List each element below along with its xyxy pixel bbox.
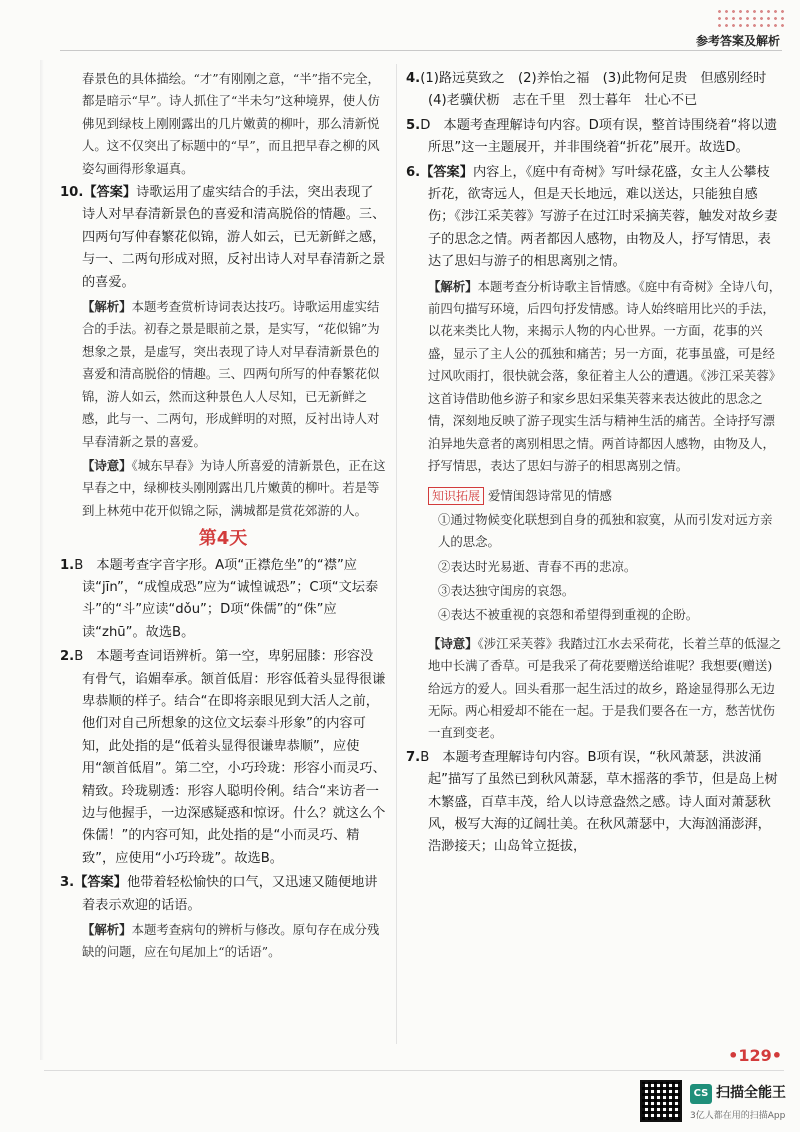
question-number: 4. <box>406 71 421 86</box>
question-text: B 本题考查理解诗句内容。B项有误，“秋风萧瑟，洪波涌起”描写了虽然已到秋风萧瑟，草木摇落的季节，但是岛上树木繁盛，百草丰茂，给人以诗意盎然之感。诗人面对萧瑟秋风，极写大海的辽阔壮美。在秋风萧瑟中，大海汹涌澎湃，浩渺接天；山岛耸立挺拔， <box>420 749 778 855</box>
question-number: 1. <box>60 557 75 573</box>
question-3-analysis <box>60 919 386 964</box>
analysis-text: 本题考查分析诗歌主旨情感。《庭中有奇树》全诗八句，前四句描写环境，后四句抒发情感。诗人始终暗用比兴的手法，以花来类比人物，来揭示人物的内心世界。一方面，花事的兴盛，显示了主人公的孤独和痛苦；另一方面，花事虽盛，可是经过风吹雨打，很快就会落，象征着主人公的遭遇。《涉江采芙蓉》这首诗借助他乡游子和家乡思妇采集芙蓉来表达彼此的思念之情，深刻地反映了游子现实生活与精神生活的痛苦。全诗抒写漂泊异地失意者的离别相思之情。两首诗都因人感物，由物及人，抒写情思，表达了思妇与游子的相思离别之情。 <box>428 278 782 473</box>
question-2 <box>60 646 386 870</box>
question-number: 2. <box>60 649 75 665</box>
binding-shadow <box>40 60 44 1060</box>
knowledge-item: ④表达不被重视的哀怨和希望得到重视的企盼。 <box>438 607 699 623</box>
knowledge-title: 爱情闺怨诗常见的情感 <box>488 488 612 504</box>
footer-divider <box>44 1070 784 1071</box>
right-column <box>406 68 782 1058</box>
analysis-tag: 【解析】 <box>82 299 132 315</box>
question-3 <box>60 872 386 917</box>
knowledge-box <box>406 485 782 626</box>
header-dot-pattern <box>716 8 786 30</box>
header-title: 参考答案及解析 <box>695 34 780 48</box>
analysis-tag: 【解析】 <box>428 278 478 294</box>
question-text: (1)路远莫致之 (2)养怡之福 (3)此物何足贵 但感别经时 (4)老骥伏枥 志在千里 烈士暮年 壮心不已 <box>420 71 780 109</box>
answer-tag: 【答案】 <box>83 185 137 201</box>
answer-text: 他带着轻松愉快的口气，又迅速又随便地讲着表示欢迎的话语。 <box>82 875 378 913</box>
question-5 <box>406 115 782 160</box>
knowledge-header <box>428 485 782 508</box>
knowledge-item: ③表达独守闺房的哀怨。 <box>438 582 575 598</box>
answer-text: 内容上，《庭中有奇树》写叶绿花盛，女主人公攀枝折花，欲寄远人，但是天长地远，难以送达，只能独自感伤；《涉江采芙蓉》写游子在过江时采摘芙蓉，触发对故乡妻子的思念之情。两者都因人感物，由物及人，抒写情思，表达了思妇与游子的相思离别之情。 <box>428 164 778 270</box>
poem-tag: 【诗意】 <box>428 635 478 651</box>
question-number: 5. <box>406 117 421 133</box>
question-10-poem <box>60 455 386 522</box>
question-number: 10. <box>60 185 84 201</box>
analysis-text: 本题考查病句的辨析与修改。原句存在成分残缺的问题，应在句尾加上“的话语”。 <box>82 922 380 960</box>
question-4 <box>406 68 782 113</box>
question-text: D 本题考查理解诗句内容。D项有误，整首诗围绕着“将以遗所思”这一主题展开，并非围绕着“折花”展开。故选D。 <box>420 117 778 156</box>
poem-text: 《城东早春》为诗人所喜爱的清新景色，正在这早春之中，绿柳枝头刚刚露出几片嫩黄的柳叶。若是等到上林苑中花开似锦之际，满城都是赏花郊游的人。 <box>82 457 386 518</box>
question-10-analysis <box>60 296 386 453</box>
column-divider <box>396 64 397 1044</box>
day-title: 第4天 <box>198 528 248 550</box>
question-number: 6. <box>406 164 421 180</box>
intro-continuation: 春景色的具体描绘。“才”有刚刚之意，“半”指不完全，都是暗示“早”。诗人抓住了“半未匀”这种境界，使人仿佛见到绿枝上刚刚露出的几片嫩黄的柳叶，那么清新悦人。这不仅突出了标题中的“早”，而且把早春之柳的风姿勾画得形象逼真。 <box>82 71 380 176</box>
page-number: •129• <box>728 1046 782 1065</box>
scanner-app-name: 扫描全能王 <box>716 1085 786 1101</box>
poem-text: 《涉江采芙蓉》我踏过江水去采荷花，长着兰草的低湿之地中长满了香草。可是我采了荷花要赠送给谁呢？我想要(赠送)给远方的爱人。回头看那一起生活过的故乡，路途显得那么无边无际。两心相爱却不能在一起。于是我们要各在一方，愁苦忧伤一直到变老。 <box>428 635 782 741</box>
question-10 <box>60 182 386 294</box>
question-1 <box>60 555 386 645</box>
header-divider <box>60 50 782 51</box>
knowledge-label: 知识拓展 <box>428 487 484 505</box>
question-text: B 本题考查词语辨析。第一空，卑躬屈膝：形容没有骨气，谄媚奉承。颔首低眉：形容低着头显得很谦卑恭顺的样子。结合“在即将亲眼见到大活人之前，他们对自己所想象的这位文坛泰斗形象”的内容可知，此处指的是“低着头显得很谦卑恭顺”，应使用“颔首低眉”。第二空，小巧玲珑：形容小而灵巧、精致。玲珑剔透：形容人聪明伶俐。结合“来访者一边与他握手，一边深感疑惑和惊讶。什么？就这么个侏儒！”的内容可知，此处指的是“小而灵巧、精致”，应使用“小巧玲珑”。故选B。 <box>74 649 386 866</box>
question-number: 3. <box>60 875 75 891</box>
question-6 <box>406 162 782 274</box>
question-number: 7. <box>406 749 421 765</box>
poem-tag: 【诗意】 <box>82 457 132 473</box>
question-7 <box>406 747 782 859</box>
answer-tag: 【答案】 <box>420 164 473 180</box>
qr-code-icon <box>640 1080 682 1122</box>
knowledge-item: ①通过物候变化联想到自身的孤独和寂寞，从而引发对远方亲人的思念。 <box>438 511 773 550</box>
answer-tag: 【答案】 <box>74 875 127 891</box>
question-6-analysis <box>406 276 782 478</box>
analysis-tag: 【解析】 <box>82 922 132 938</box>
question-text: B 本题考查字音字形。A项“正襟危坐”的“襟”应读“jīn”，“成惶成恐”应为“诚惶诚恐”；C项“文坛泰斗”的“斗”应读“dǒu”；D项“侏儒”的“侏”应读“zhū”。故选B。 <box>74 557 379 640</box>
left-column <box>60 68 386 1058</box>
answer-text: 诗歌运用了虚实结合的手法，突出表现了诗人对早春清新景色的喜爱和清高脱俗的情趣。三、四两句写仲春繁花似锦，游人如云，已无新鲜之感，与一、二两句形成对照，反衬出诗人对早春清新之景的喜爱。 <box>82 185 386 290</box>
scanner-tagline: 3亿人都在用的扫描App <box>690 1111 786 1121</box>
scanner-logo-icon: CS <box>690 1084 712 1104</box>
knowledge-item: ②表达时光易逝、青春不再的悲凉。 <box>438 558 637 574</box>
question-6-poem <box>406 633 782 745</box>
analysis-text: 本题考查赏析诗词表达技巧。诗歌运用虚实结合的手法。初春之景是眼前之景，是实写，“花似锦”为想象之景，是虚写，突出表现了诗人对早春清新景色的喜爱和清高脱俗的情趣。三、四两句所写的仲春繁花似锦，游人如云，然而这种景色人人尽知，已无新鲜之感，此与一、二两句，形成鲜明的对照，反衬出诗人对早春清新之景的喜爱。 <box>82 299 380 449</box>
